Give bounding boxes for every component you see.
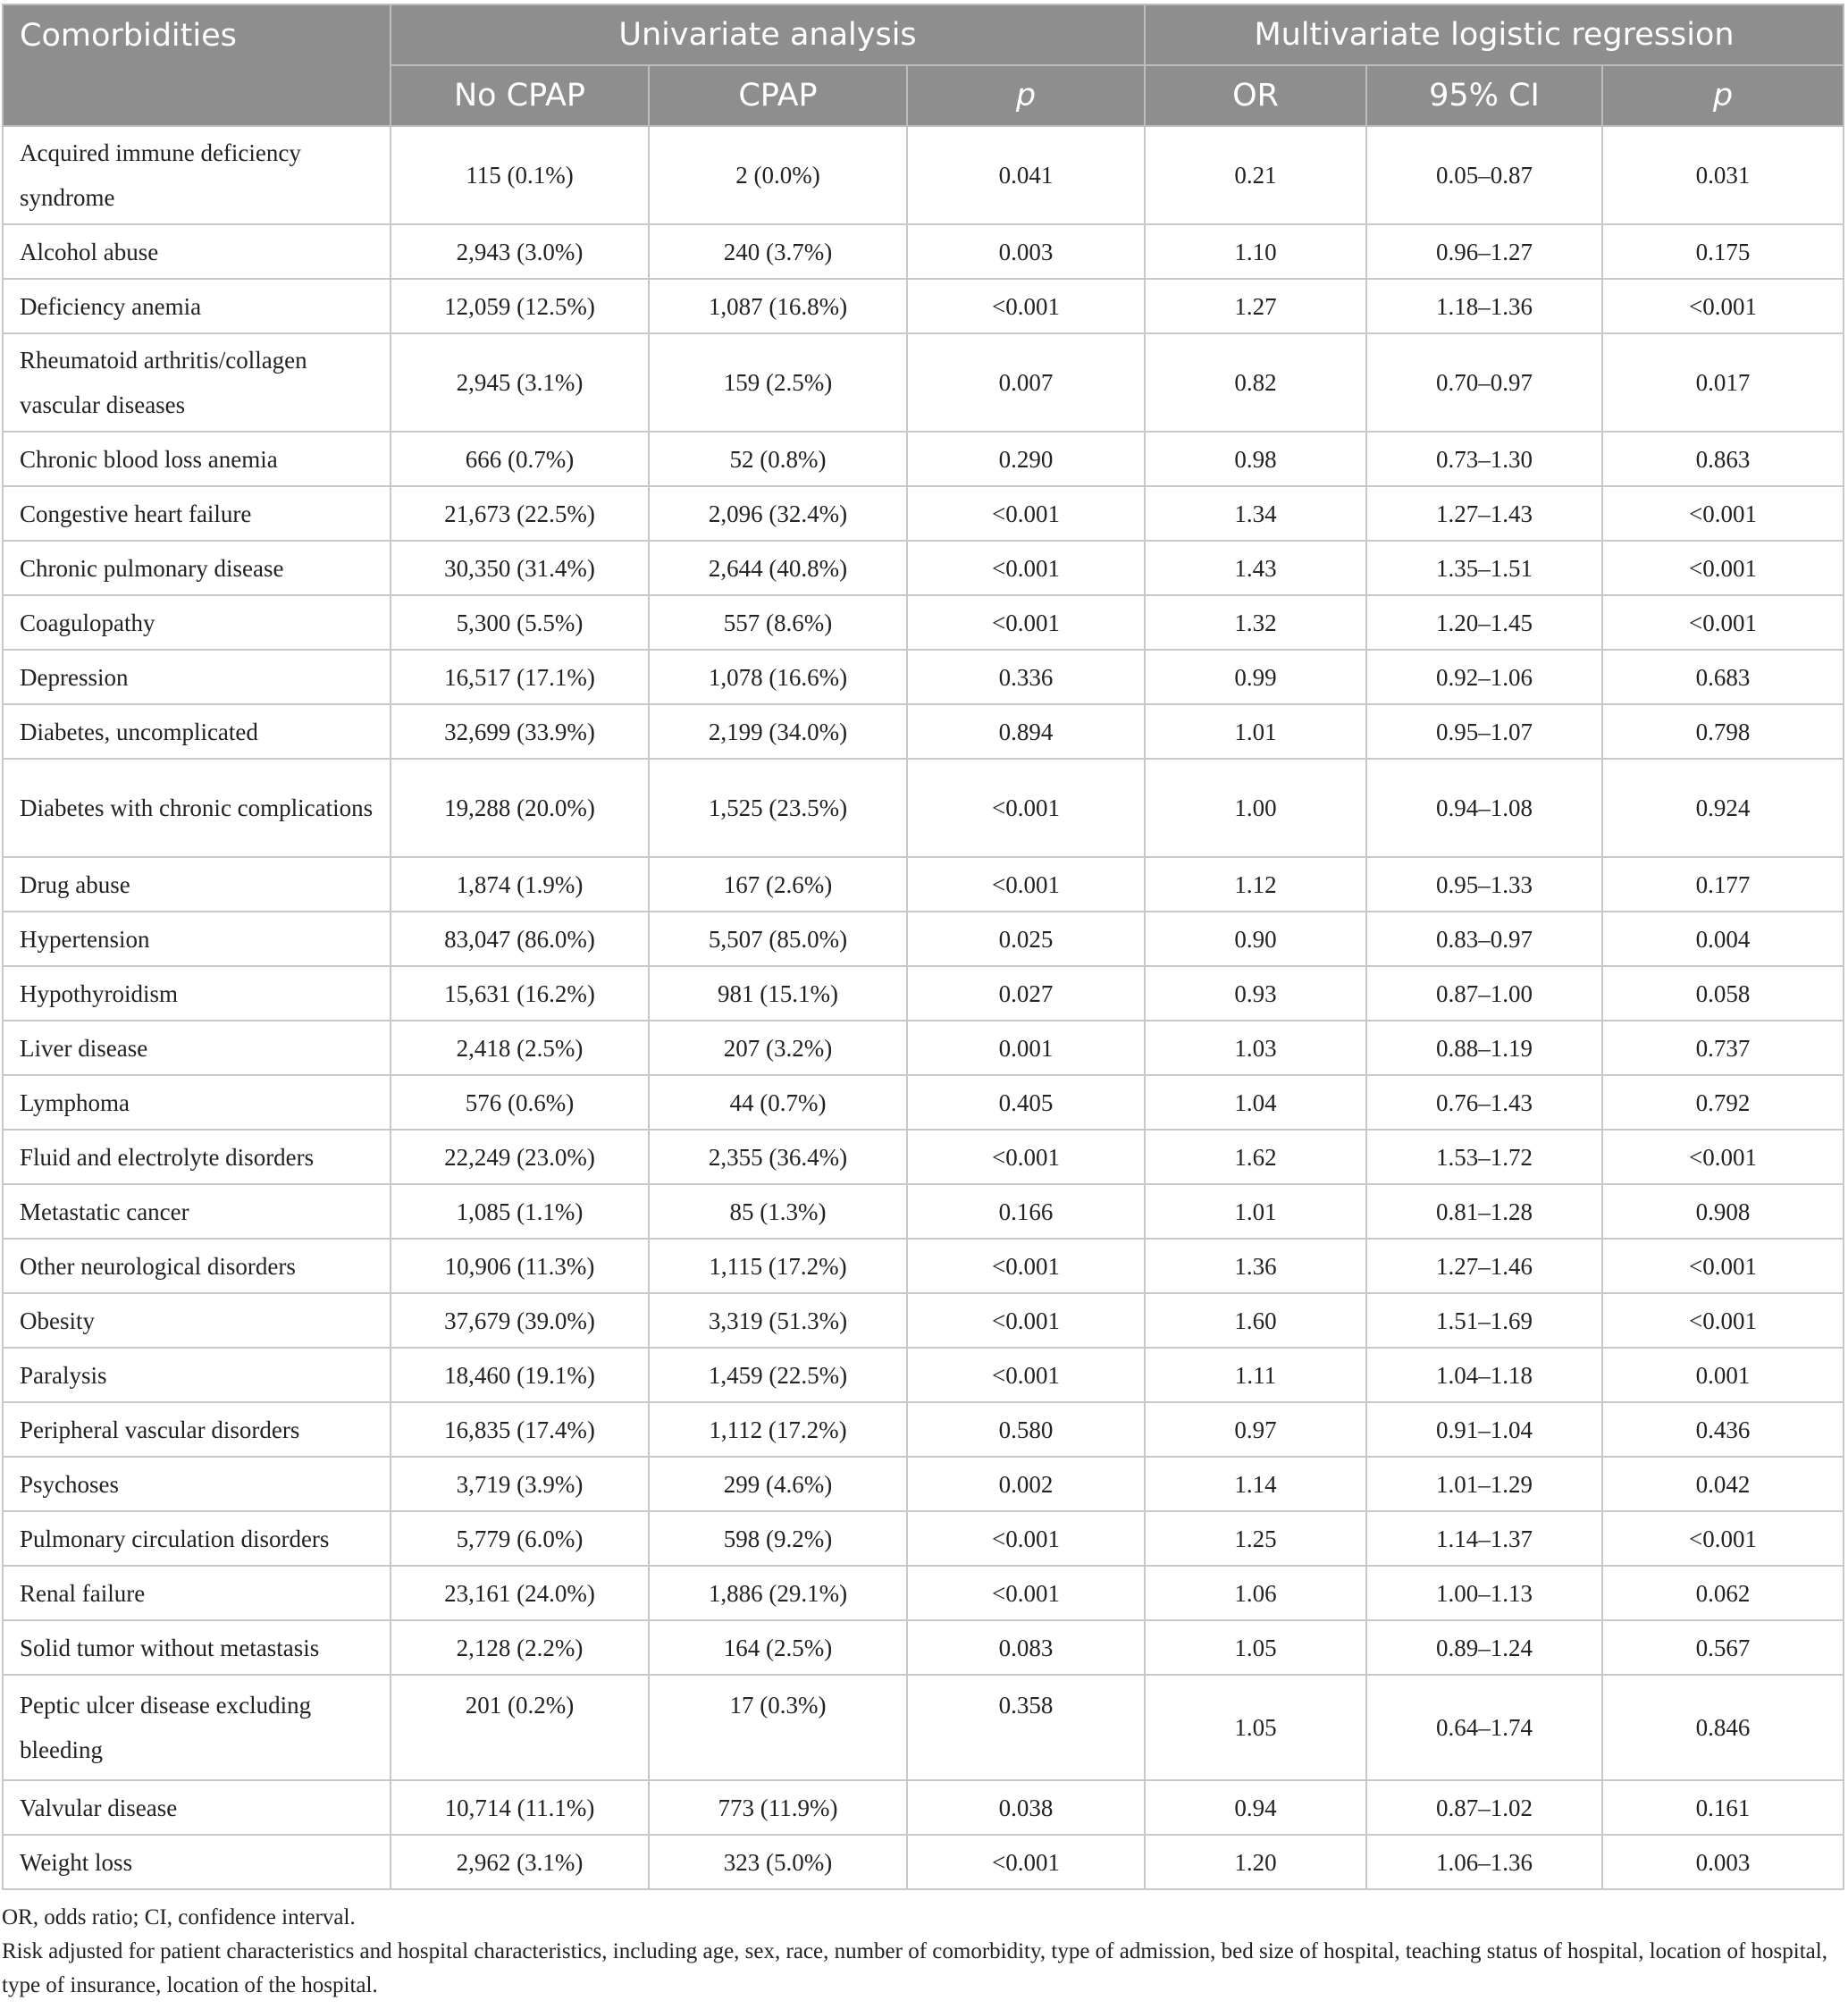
cpap-value: 44 (0.7%) <box>649 1075 907 1130</box>
p-univariate-value: <0.001 <box>907 1835 1145 1889</box>
cpap-value: 1,087 (16.8%) <box>649 279 907 333</box>
no-cpap-value: 22,249 (23.0%) <box>391 1130 649 1184</box>
p-univariate-value: <0.001 <box>907 1130 1145 1184</box>
comorbidity-name: Pulmonary circulation disorders <box>3 1511 391 1566</box>
or-value: 1.01 <box>1145 1184 1366 1239</box>
or-value: 1.00 <box>1145 759 1366 857</box>
ci-value: 0.81–1.28 <box>1366 1184 1602 1239</box>
or-value: 1.11 <box>1145 1348 1366 1402</box>
table-row <box>3 595 1844 650</box>
table-row <box>3 1184 1844 1239</box>
table-row <box>3 279 1844 333</box>
ci-value: 0.64–1.74 <box>1366 1675 1602 1780</box>
ci-value: 0.95–1.33 <box>1366 857 1602 912</box>
p-multivariate-value: 0.161 <box>1602 1780 1844 1835</box>
or-value: 1.05 <box>1145 1675 1366 1780</box>
table-row <box>3 1835 1844 1889</box>
cpap-value: 85 (1.3%) <box>649 1184 907 1239</box>
no-cpap-value: 1,874 (1.9%) <box>391 857 649 912</box>
p-multivariate-value: 0.031 <box>1602 126 1844 224</box>
p-univariate-value: 0.405 <box>907 1075 1145 1130</box>
table-row <box>3 1130 1844 1184</box>
ci-value: 0.94–1.08 <box>1366 759 1602 857</box>
p-univariate-value: <0.001 <box>907 1239 1145 1293</box>
table-row <box>3 1511 1844 1566</box>
comorbidity-name: Peptic ulcer disease excluding bleeding <box>3 1675 391 1780</box>
or-value: 0.98 <box>1145 432 1366 486</box>
cpap-value: 1,115 (17.2%) <box>649 1239 907 1293</box>
p-multivariate-value: 0.436 <box>1602 1402 1844 1457</box>
p-univariate-value: <0.001 <box>907 1566 1145 1620</box>
p-univariate-value: 0.003 <box>907 224 1145 279</box>
cpap-value: 773 (11.9%) <box>649 1780 907 1835</box>
cpap-value: 164 (2.5%) <box>649 1620 907 1675</box>
table-row <box>3 486 1844 541</box>
p-univariate-value: 0.007 <box>907 333 1145 432</box>
ci-value: 1.00–1.13 <box>1366 1566 1602 1620</box>
table-row <box>3 1780 1844 1835</box>
or-value: 1.62 <box>1145 1130 1366 1184</box>
cpap-value: 1,112 (17.2%) <box>649 1402 907 1457</box>
or-value: 1.43 <box>1145 541 1366 595</box>
cpap-value: 159 (2.5%) <box>649 333 907 432</box>
ci-value: 0.92–1.06 <box>1366 650 1602 704</box>
no-cpap-value: 115 (0.1%) <box>391 126 649 224</box>
cpap-value: 2,644 (40.8%) <box>649 541 907 595</box>
or-value: 0.93 <box>1145 966 1366 1021</box>
footnote-risk-adjustment: Risk adjusted for patient characteristics and hospital characteristics, including age, sex, race, number of comorbidity, type of admission, bed size of hospital, teaching status of hospital, location of hospital, type of insurance, location of the hospital. <box>2 1939 1827 1997</box>
table-row <box>3 1566 1844 1620</box>
ci-value: 0.73–1.30 <box>1366 432 1602 486</box>
no-cpap-value: 2,962 (3.1%) <box>391 1835 649 1889</box>
comorbidity-name: Liver disease <box>3 1021 391 1075</box>
no-cpap-value: 2,418 (2.5%) <box>391 1021 649 1075</box>
comorbidity-name: Chronic blood loss anemia <box>3 432 391 486</box>
comorbidity-name: Depression <box>3 650 391 704</box>
ci-value: 1.35–1.51 <box>1366 541 1602 595</box>
cpap-value: 1,459 (22.5%) <box>649 1348 907 1402</box>
cpap-value: 299 (4.6%) <box>649 1457 907 1511</box>
p-univariate-value: 0.038 <box>907 1780 1145 1835</box>
ci-value: 1.27–1.46 <box>1366 1239 1602 1293</box>
or-value: 0.21 <box>1145 126 1366 224</box>
cpap-value: 557 (8.6%) <box>649 595 907 650</box>
cpap-value: 52 (0.8%) <box>649 432 907 486</box>
p-multivariate-value: <0.001 <box>1602 279 1844 333</box>
ci-value: 0.83–0.97 <box>1366 912 1602 966</box>
ci-value: 0.05–0.87 <box>1366 126 1602 224</box>
ci-value: 1.51–1.69 <box>1366 1293 1602 1348</box>
no-cpap-value: 2,945 (3.1%) <box>391 333 649 432</box>
no-cpap-value: 2,128 (2.2%) <box>391 1620 649 1675</box>
no-cpap-value: 5,300 (5.5%) <box>391 595 649 650</box>
table-row <box>3 1675 1844 1780</box>
or-value: 0.94 <box>1145 1780 1366 1835</box>
p-univariate-value: 0.290 <box>907 432 1145 486</box>
comorbidity-name: Psychoses <box>3 1457 391 1511</box>
or-value: 1.32 <box>1145 595 1366 650</box>
p-multivariate-value: <0.001 <box>1602 486 1844 541</box>
p-multivariate-value: 0.683 <box>1602 650 1844 704</box>
no-cpap-value: 3,719 (3.9%) <box>391 1457 649 1511</box>
table-row <box>3 650 1844 704</box>
or-value: 1.25 <box>1145 1511 1366 1566</box>
or-value: 0.82 <box>1145 333 1366 432</box>
p-multivariate-value: 0.908 <box>1602 1184 1844 1239</box>
no-cpap-value: 16,835 (17.4%) <box>391 1402 649 1457</box>
table-row <box>3 1348 1844 1402</box>
table-row <box>3 126 1844 224</box>
no-cpap-value: 83,047 (86.0%) <box>391 912 649 966</box>
comorbidity-name: Deficiency anemia <box>3 279 391 333</box>
p-univariate-value: <0.001 <box>907 486 1145 541</box>
no-cpap-value: 15,631 (16.2%) <box>391 966 649 1021</box>
or-value: 0.99 <box>1145 650 1366 704</box>
ci-value: 0.76–1.43 <box>1366 1075 1602 1130</box>
header-no-cpap: No CPAP <box>391 65 649 126</box>
header-p-univariate: p <box>907 65 1145 126</box>
p-univariate-value: 0.041 <box>907 126 1145 224</box>
cpap-value: 2,199 (34.0%) <box>649 704 907 759</box>
or-value: 0.90 <box>1145 912 1366 966</box>
ci-value: 1.04–1.18 <box>1366 1348 1602 1402</box>
no-cpap-value: 576 (0.6%) <box>391 1075 649 1130</box>
no-cpap-value: 10,906 (11.3%) <box>391 1239 649 1293</box>
p-univariate-value: 0.025 <box>907 912 1145 966</box>
comorbidity-name: Valvular disease <box>3 1780 391 1835</box>
comorbidity-name: Lymphoma <box>3 1075 391 1130</box>
ci-value: 0.87–1.02 <box>1366 1780 1602 1835</box>
p-univariate-value: 0.027 <box>907 966 1145 1021</box>
p-multivariate-value: 0.924 <box>1602 759 1844 857</box>
header-univariate: Univariate analysis <box>391 4 1145 65</box>
comorbidity-name: Diabetes with chronic complications <box>3 759 391 857</box>
comorbidity-name: Hypertension <box>3 912 391 966</box>
p-multivariate-value: 0.792 <box>1602 1075 1844 1130</box>
cpap-value: 1,886 (29.1%) <box>649 1566 907 1620</box>
cpap-value: 1,525 (23.5%) <box>649 759 907 857</box>
p-univariate-value: 0.002 <box>907 1457 1145 1511</box>
or-value: 1.14 <box>1145 1457 1366 1511</box>
table-row <box>3 1239 1844 1293</box>
no-cpap-value: 12,059 (12.5%) <box>391 279 649 333</box>
ci-value: 0.87–1.00 <box>1366 966 1602 1021</box>
table-header <box>3 4 1844 126</box>
or-value: 1.01 <box>1145 704 1366 759</box>
no-cpap-value: 21,673 (22.5%) <box>391 486 649 541</box>
ci-value: 0.89–1.24 <box>1366 1620 1602 1675</box>
or-value: 1.10 <box>1145 224 1366 279</box>
comorbidity-name: Fluid and electrolyte disorders <box>3 1130 391 1184</box>
or-value: 1.03 <box>1145 1021 1366 1075</box>
cpap-value: 2,096 (32.4%) <box>649 486 907 541</box>
no-cpap-value: 5,779 (6.0%) <box>391 1511 649 1566</box>
table-row <box>3 541 1844 595</box>
comorbidity-name: Hypothyroidism <box>3 966 391 1021</box>
or-value: 1.34 <box>1145 486 1366 541</box>
p-multivariate-value: <0.001 <box>1602 1293 1844 1348</box>
comorbidity-name: Renal failure <box>3 1566 391 1620</box>
p-univariate-value: <0.001 <box>907 759 1145 857</box>
or-value: 1.36 <box>1145 1239 1366 1293</box>
p-multivariate-value: 0.177 <box>1602 857 1844 912</box>
table-row <box>3 1457 1844 1511</box>
table-row <box>3 432 1844 486</box>
header-cpap: CPAP <box>649 65 907 126</box>
table-row <box>3 224 1844 279</box>
no-cpap-value: 1,085 (1.1%) <box>391 1184 649 1239</box>
p-univariate-value: 0.894 <box>907 704 1145 759</box>
comorbidity-name: Paralysis <box>3 1348 391 1402</box>
header-comorbidities: Comorbidities <box>3 4 391 126</box>
p-multivariate-value: 0.863 <box>1602 432 1844 486</box>
or-value: 1.27 <box>1145 279 1366 333</box>
ci-value: 0.88–1.19 <box>1366 1021 1602 1075</box>
footnote-abbreviations: OR, odds ratio; CI, confidence interval. <box>2 1905 356 1929</box>
or-value: 1.60 <box>1145 1293 1366 1348</box>
ci-value: 1.18–1.36 <box>1366 279 1602 333</box>
p-multivariate-value: <0.001 <box>1602 1130 1844 1184</box>
ci-value: 0.91–1.04 <box>1366 1402 1602 1457</box>
p-multivariate-value: 0.042 <box>1602 1457 1844 1511</box>
p-multivariate-value: <0.001 <box>1602 1511 1844 1566</box>
comorbidity-name: Obesity <box>3 1293 391 1348</box>
or-value: 0.97 <box>1145 1402 1366 1457</box>
or-value: 1.12 <box>1145 857 1366 912</box>
no-cpap-value: 30,350 (31.4%) <box>391 541 649 595</box>
comorbidities-table <box>2 4 1844 1890</box>
table-row <box>3 912 1844 966</box>
comorbidity-name: Other neurological disorders <box>3 1239 391 1293</box>
cpap-value: 207 (3.2%) <box>649 1021 907 1075</box>
table-row <box>3 759 1844 857</box>
p-univariate-value: <0.001 <box>907 279 1145 333</box>
comorbidity-name: Weight loss <box>3 1835 391 1889</box>
p-multivariate-value: 0.003 <box>1602 1835 1844 1889</box>
no-cpap-value: 32,699 (33.9%) <box>391 704 649 759</box>
cpap-value: 5,507 (85.0%) <box>649 912 907 966</box>
p-multivariate-value: <0.001 <box>1602 541 1844 595</box>
header-multivariate: Multivariate logistic regression <box>1145 4 1844 65</box>
p-multivariate-value: 0.567 <box>1602 1620 1844 1675</box>
cpap-value: 3,319 (51.3%) <box>649 1293 907 1348</box>
ci-value: 1.14–1.37 <box>1366 1511 1602 1566</box>
no-cpap-value: 19,288 (20.0%) <box>391 759 649 857</box>
comorbidity-name: Diabetes, uncomplicated <box>3 704 391 759</box>
no-cpap-value: 2,943 (3.0%) <box>391 224 649 279</box>
header-or: OR <box>1145 65 1366 126</box>
or-value: 1.05 <box>1145 1620 1366 1675</box>
p-multivariate-value: 0.001 <box>1602 1348 1844 1402</box>
header-ci: 95% CI <box>1366 65 1602 126</box>
cpap-value: 2,355 (36.4%) <box>649 1130 907 1184</box>
ci-value: 1.27–1.43 <box>1366 486 1602 541</box>
ci-value: 1.06–1.36 <box>1366 1835 1602 1889</box>
table-row <box>3 704 1844 759</box>
no-cpap-value: 201 (0.2%) <box>391 1675 649 1780</box>
table-footnotes <box>2 1901 1843 2003</box>
comorbidity-name: Metastatic cancer <box>3 1184 391 1239</box>
cpap-value: 1,078 (16.6%) <box>649 650 907 704</box>
no-cpap-value: 10,714 (11.1%) <box>391 1780 649 1835</box>
cpap-value: 981 (15.1%) <box>649 966 907 1021</box>
comorbidity-name: Congestive heart failure <box>3 486 391 541</box>
table-row <box>3 1021 1844 1075</box>
p-univariate-value: <0.001 <box>907 1348 1145 1402</box>
ci-value: 0.95–1.07 <box>1366 704 1602 759</box>
p-multivariate-value: <0.001 <box>1602 595 1844 650</box>
comorbidity-name: Peripheral vascular disorders <box>3 1402 391 1457</box>
ci-value: 1.53–1.72 <box>1366 1130 1602 1184</box>
comorbidity-name: Rheumatoid arthritis/collagen vascular diseases <box>3 333 391 432</box>
p-univariate-value: <0.001 <box>907 857 1145 912</box>
or-value: 1.04 <box>1145 1075 1366 1130</box>
p-multivariate-value: 0.737 <box>1602 1021 1844 1075</box>
cpap-value: 2 (0.0%) <box>649 126 907 224</box>
cpap-value: 323 (5.0%) <box>649 1835 907 1889</box>
p-multivariate-value: 0.798 <box>1602 704 1844 759</box>
p-univariate-value: <0.001 <box>907 595 1145 650</box>
table-row <box>3 333 1844 432</box>
ci-value: 1.01–1.29 <box>1366 1457 1602 1511</box>
p-univariate-value: 0.358 <box>907 1675 1145 1780</box>
p-multivariate-value: 0.062 <box>1602 1566 1844 1620</box>
p-univariate-value: 0.083 <box>907 1620 1145 1675</box>
cpap-value: 240 (3.7%) <box>649 224 907 279</box>
no-cpap-value: 16,517 (17.1%) <box>391 650 649 704</box>
table-body <box>3 126 1844 1889</box>
p-multivariate-value: 0.058 <box>1602 966 1844 1021</box>
cpap-value: 17 (0.3%) <box>649 1675 907 1780</box>
p-univariate-value: 0.580 <box>907 1402 1145 1457</box>
table-row <box>3 857 1844 912</box>
no-cpap-value: 23,161 (24.0%) <box>391 1566 649 1620</box>
p-multivariate-value: 0.175 <box>1602 224 1844 279</box>
or-value: 1.20 <box>1145 1835 1366 1889</box>
p-univariate-value: 0.001 <box>907 1021 1145 1075</box>
p-univariate-value: <0.001 <box>907 541 1145 595</box>
no-cpap-value: 37,679 (39.0%) <box>391 1293 649 1348</box>
p-multivariate-value: <0.001 <box>1602 1239 1844 1293</box>
ci-value: 0.96–1.27 <box>1366 224 1602 279</box>
comorbidity-name: Alcohol abuse <box>3 224 391 279</box>
no-cpap-value: 18,460 (19.1%) <box>391 1348 649 1402</box>
comorbidity-name: Coagulopathy <box>3 595 391 650</box>
comorbidity-name: Chronic pulmonary disease <box>3 541 391 595</box>
comorbidity-name: Solid tumor without metastasis <box>3 1620 391 1675</box>
cpap-value: 598 (9.2%) <box>649 1511 907 1566</box>
p-univariate-value: <0.001 <box>907 1293 1145 1348</box>
p-univariate-value: <0.001 <box>907 1511 1145 1566</box>
p-multivariate-value: 0.004 <box>1602 912 1844 966</box>
cpap-value: 167 (2.6%) <box>649 857 907 912</box>
comorbidity-name: Acquired immune deficiency syndrome <box>3 126 391 224</box>
p-multivariate-value: 0.846 <box>1602 1675 1844 1780</box>
header-p-multivariate: p <box>1602 65 1844 126</box>
table-row <box>3 1620 1844 1675</box>
ci-value: 0.70–0.97 <box>1366 333 1602 432</box>
table-row <box>3 1075 1844 1130</box>
or-value: 1.06 <box>1145 1566 1366 1620</box>
comorbidity-name: Drug abuse <box>3 857 391 912</box>
table-row <box>3 1402 1844 1457</box>
p-univariate-value: 0.336 <box>907 650 1145 704</box>
ci-value: 1.20–1.45 <box>1366 595 1602 650</box>
p-multivariate-value: 0.017 <box>1602 333 1844 432</box>
no-cpap-value: 666 (0.7%) <box>391 432 649 486</box>
table-row <box>3 1293 1844 1348</box>
p-univariate-value: 0.166 <box>907 1184 1145 1239</box>
table-row <box>3 966 1844 1021</box>
